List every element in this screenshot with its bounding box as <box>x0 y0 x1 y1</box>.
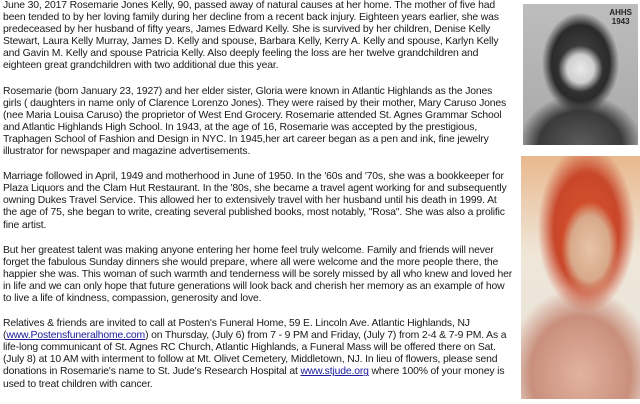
ahhs-watermark: AHHS 1943 <box>609 8 632 26</box>
funeral-home-link[interactable]: www.Postensfuneralhome.com <box>6 330 146 342</box>
paragraph-legacy: But her greatest talent was making anyone entering her home feel truly welcome. Family and friends will never forget the fabulous Sunday dinners she would prepare, where all were welcome and the more people there, the happier she was. This woman of such warmth and tenderness will be sorely missed by all who knew and loved her in life and we can only hope that future generations will look back and cherish her memory as an example of how to live a life of kindness, compassion, generosity and love. <box>3 244 513 304</box>
paragraph-death-notice: June 30, 2017 Rosemarie Jones Kelly, 90, passed away of natural causes at her home. The mother of five had been tended to by her loving family during her decline from a recent back injury. Eighteen years earlier, she was predeceased by her husband of fifty years, James Edward Kelly. She is survived by her children, Denise Kelly Stewart, Laura Kelly Murray, James D. Kelly and spouse, Barbara Kelly, Kerry A. Kelly and spouse, Karlyn Kelly and Gavin M. Kelly and spouse Patricia Kelly. Also deeply feeling the loss are her twelve grandchildren and eighteen great grandchildren with two additional due this year. <box>3 0 499 72</box>
obituary-text <box>3 0 513 404</box>
stjude-link[interactable]: www.stjude.org <box>300 366 369 378</box>
paragraph-early-life: Rosemarie (born January 23, 1927) and her elder sister, Gloria were known in Atlantic Highlands as the Jones girls ( daughters in name only of Clarence Lorenzo Jones). They were raised by their mother, Mary Caruso Jones (nee Maria Louisa Caruso) the proprietor of West End Grocery. Rosemarie attended St. Agnes Grammar School and Atlantic Highlands High School. In 1943, at the age of 16, Rosemarie was accepted by the prestigious, Traphagen School of Fashion and Design in NYC. In 1945,her art career began as a pen and ink, fine jewelry illustrator for newspaper and magazine advertisements. <box>3 85 507 158</box>
elder-portrait-photo <box>521 156 640 399</box>
paragraph-career: Marriage followed in April, 1949 and motherhood in June of 1950. In the '60s and '70s, she was a bookkeeper for Plaza Liquors and the Clam Hut Restaurant. In the '80s, she became a travel agent working for and subsequently owning Dukes Travel Service. This allowed her to extensively travel with her husband until his death in 1999. At the age of 75, she began to write, creating several published books, most notably, "Rosa". She was also a prolific fine artist. <box>3 171 507 231</box>
services-text-1: Relatives & friends are invited to call at Posten's Funeral Home, 59 E. Lincoln Ave. Atlantic Highlands, NJ ( <box>3 318 470 342</box>
young-portrait-photo <box>523 4 638 145</box>
services-text-3: where 100% of your money is used to treat children with cancer. <box>3 366 505 390</box>
services-text-2: ) on Thursday, (July 6) from 7 - 9 PM and Friday, (July 7) from 2-4 & 7-9 PM. As a life-long communicant of St. Agnes RC Church, Atlantic Highlands, a Funeral Mass will be offered there on Sat. (July 8) at 10 AM with interment to follow at Mt. Olivet Cemetery, Middletown, NJ. In lieu of flowers, please send donations in Rosemarie's name to St. Jude's Research Hospital at <box>3 330 507 378</box>
paragraph-services <box>3 318 513 391</box>
